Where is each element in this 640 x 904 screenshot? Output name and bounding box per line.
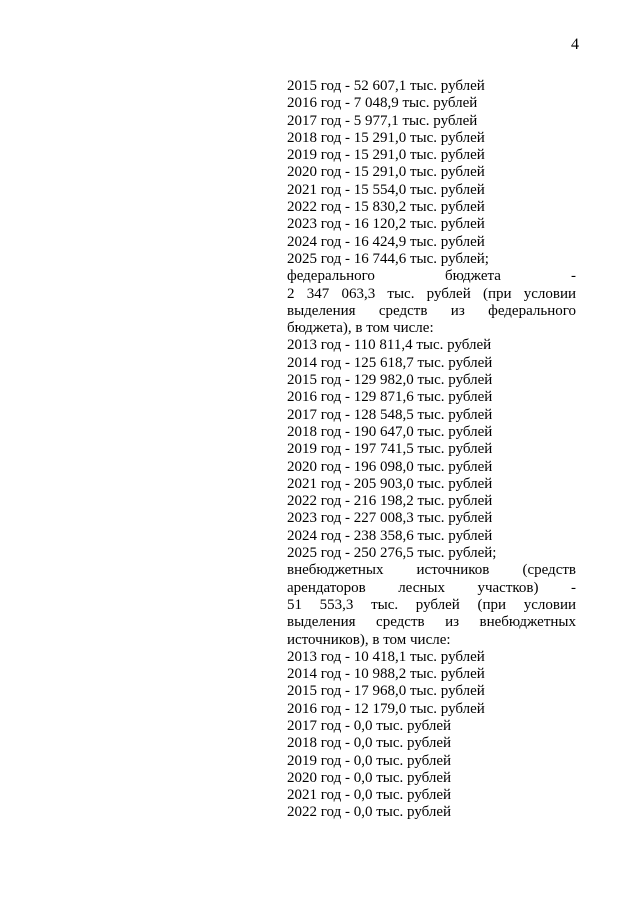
text-line: 2024 год - 16 424,9 тыс. рублей [287, 233, 485, 250]
text-line: федерального бюджета - [287, 268, 576, 285]
text-line: выделения средств из внебюджетных [287, 614, 576, 631]
text-line: 2021 год - 15 554,0 тыс. рублей [287, 181, 485, 198]
text-line: 2016 год - 12 179,0 тыс. рублей [287, 700, 485, 717]
text-line: 2022 год - 216 198,2 тыс. рублей [287, 493, 493, 510]
text-line: бюджета), в том числе: [287, 320, 434, 337]
text-line: 2018 год - 15 291,0 тыс. рублей [287, 129, 485, 146]
text-line: 2014 год - 10 988,2 тыс. рублей [287, 666, 485, 683]
text-line: 2017 год - 0,0 тыс. рублей [287, 717, 452, 734]
text-line: 2018 год - 0,0 тыс. рублей [287, 735, 452, 752]
text-line: 2016 год - 129 871,6 тыс. рублей [287, 389, 493, 406]
text-line: 2 347 063,3 тыс. рублей (при условии [287, 285, 576, 302]
text-line: 2015 год - 52 607,1 тыс. рублей [287, 78, 485, 94]
text-line: 2025 год - 250 276,5 тыс. рублей; [287, 545, 497, 562]
text-line: 2022 год - 0,0 тыс. рублей [287, 804, 452, 821]
text-line: 2023 год - 227 008,3 тыс. рублей [287, 510, 493, 527]
text-line: 2020 год - 0,0 тыс. рублей [287, 769, 452, 786]
text-line: арендаторов лесных участков) - [287, 579, 576, 596]
text-line: 2014 год - 125 618,7 тыс. рублей [287, 354, 493, 371]
text-line: 2024 год - 238 358,6 тыс. рублей [287, 527, 493, 544]
text-line: 2013 год - 110 811,4 тыс. рублей [287, 337, 492, 354]
text-line: источников), в том числе: [287, 631, 451, 648]
text-line: 2021 год - 205 903,0 тыс. рублей [287, 475, 493, 492]
text-line: 2013 год - 10 418,1 тыс. рублей [287, 648, 485, 665]
text-line: 2015 год - 17 968,0 тыс. рублей [287, 683, 485, 700]
text-line: 2015 год - 129 982,0 тыс. рублей [287, 372, 493, 389]
text-line: 2017 год - 128 548,5 тыс. рублей [287, 406, 493, 423]
text-line: 2022 год - 15 830,2 тыс. рублей [287, 199, 485, 216]
text-line: 2020 год - 196 098,0 тыс. рублей [287, 458, 493, 475]
text-line: 2021 год - 0,0 тыс. рублей [287, 787, 452, 804]
text-line: 2019 год - 197 741,5 тыс. рублей [287, 441, 493, 458]
text-line: 2018 год - 190 647,0 тыс. рублей [287, 423, 493, 440]
page-number: 4 [571, 36, 579, 53]
text-line: 2017 год - 5 977,1 тыс. рублей [287, 112, 478, 129]
text-line: 2019 год - 15 291,0 тыс. рублей [287, 147, 485, 164]
funding-text-block [287, 78, 576, 822]
text-line: 2016 год - 7 048,9 тыс. рублей [287, 95, 478, 112]
text-line: 2019 год - 0,0 тыс. рублей [287, 752, 452, 769]
text-line: 2025 год - 16 744,6 тыс. рублей; [287, 250, 489, 267]
text-line: внебюджетных источников (средств [287, 562, 576, 579]
text-line: 2023 год - 16 120,2 тыс. рублей [287, 216, 485, 233]
text-line: выделения средств из федерального [287, 302, 576, 319]
text-line: 51 553,3 тыс. рублей (при условии [287, 596, 576, 613]
text-line: 2020 год - 15 291,0 тыс. рублей [287, 164, 485, 181]
